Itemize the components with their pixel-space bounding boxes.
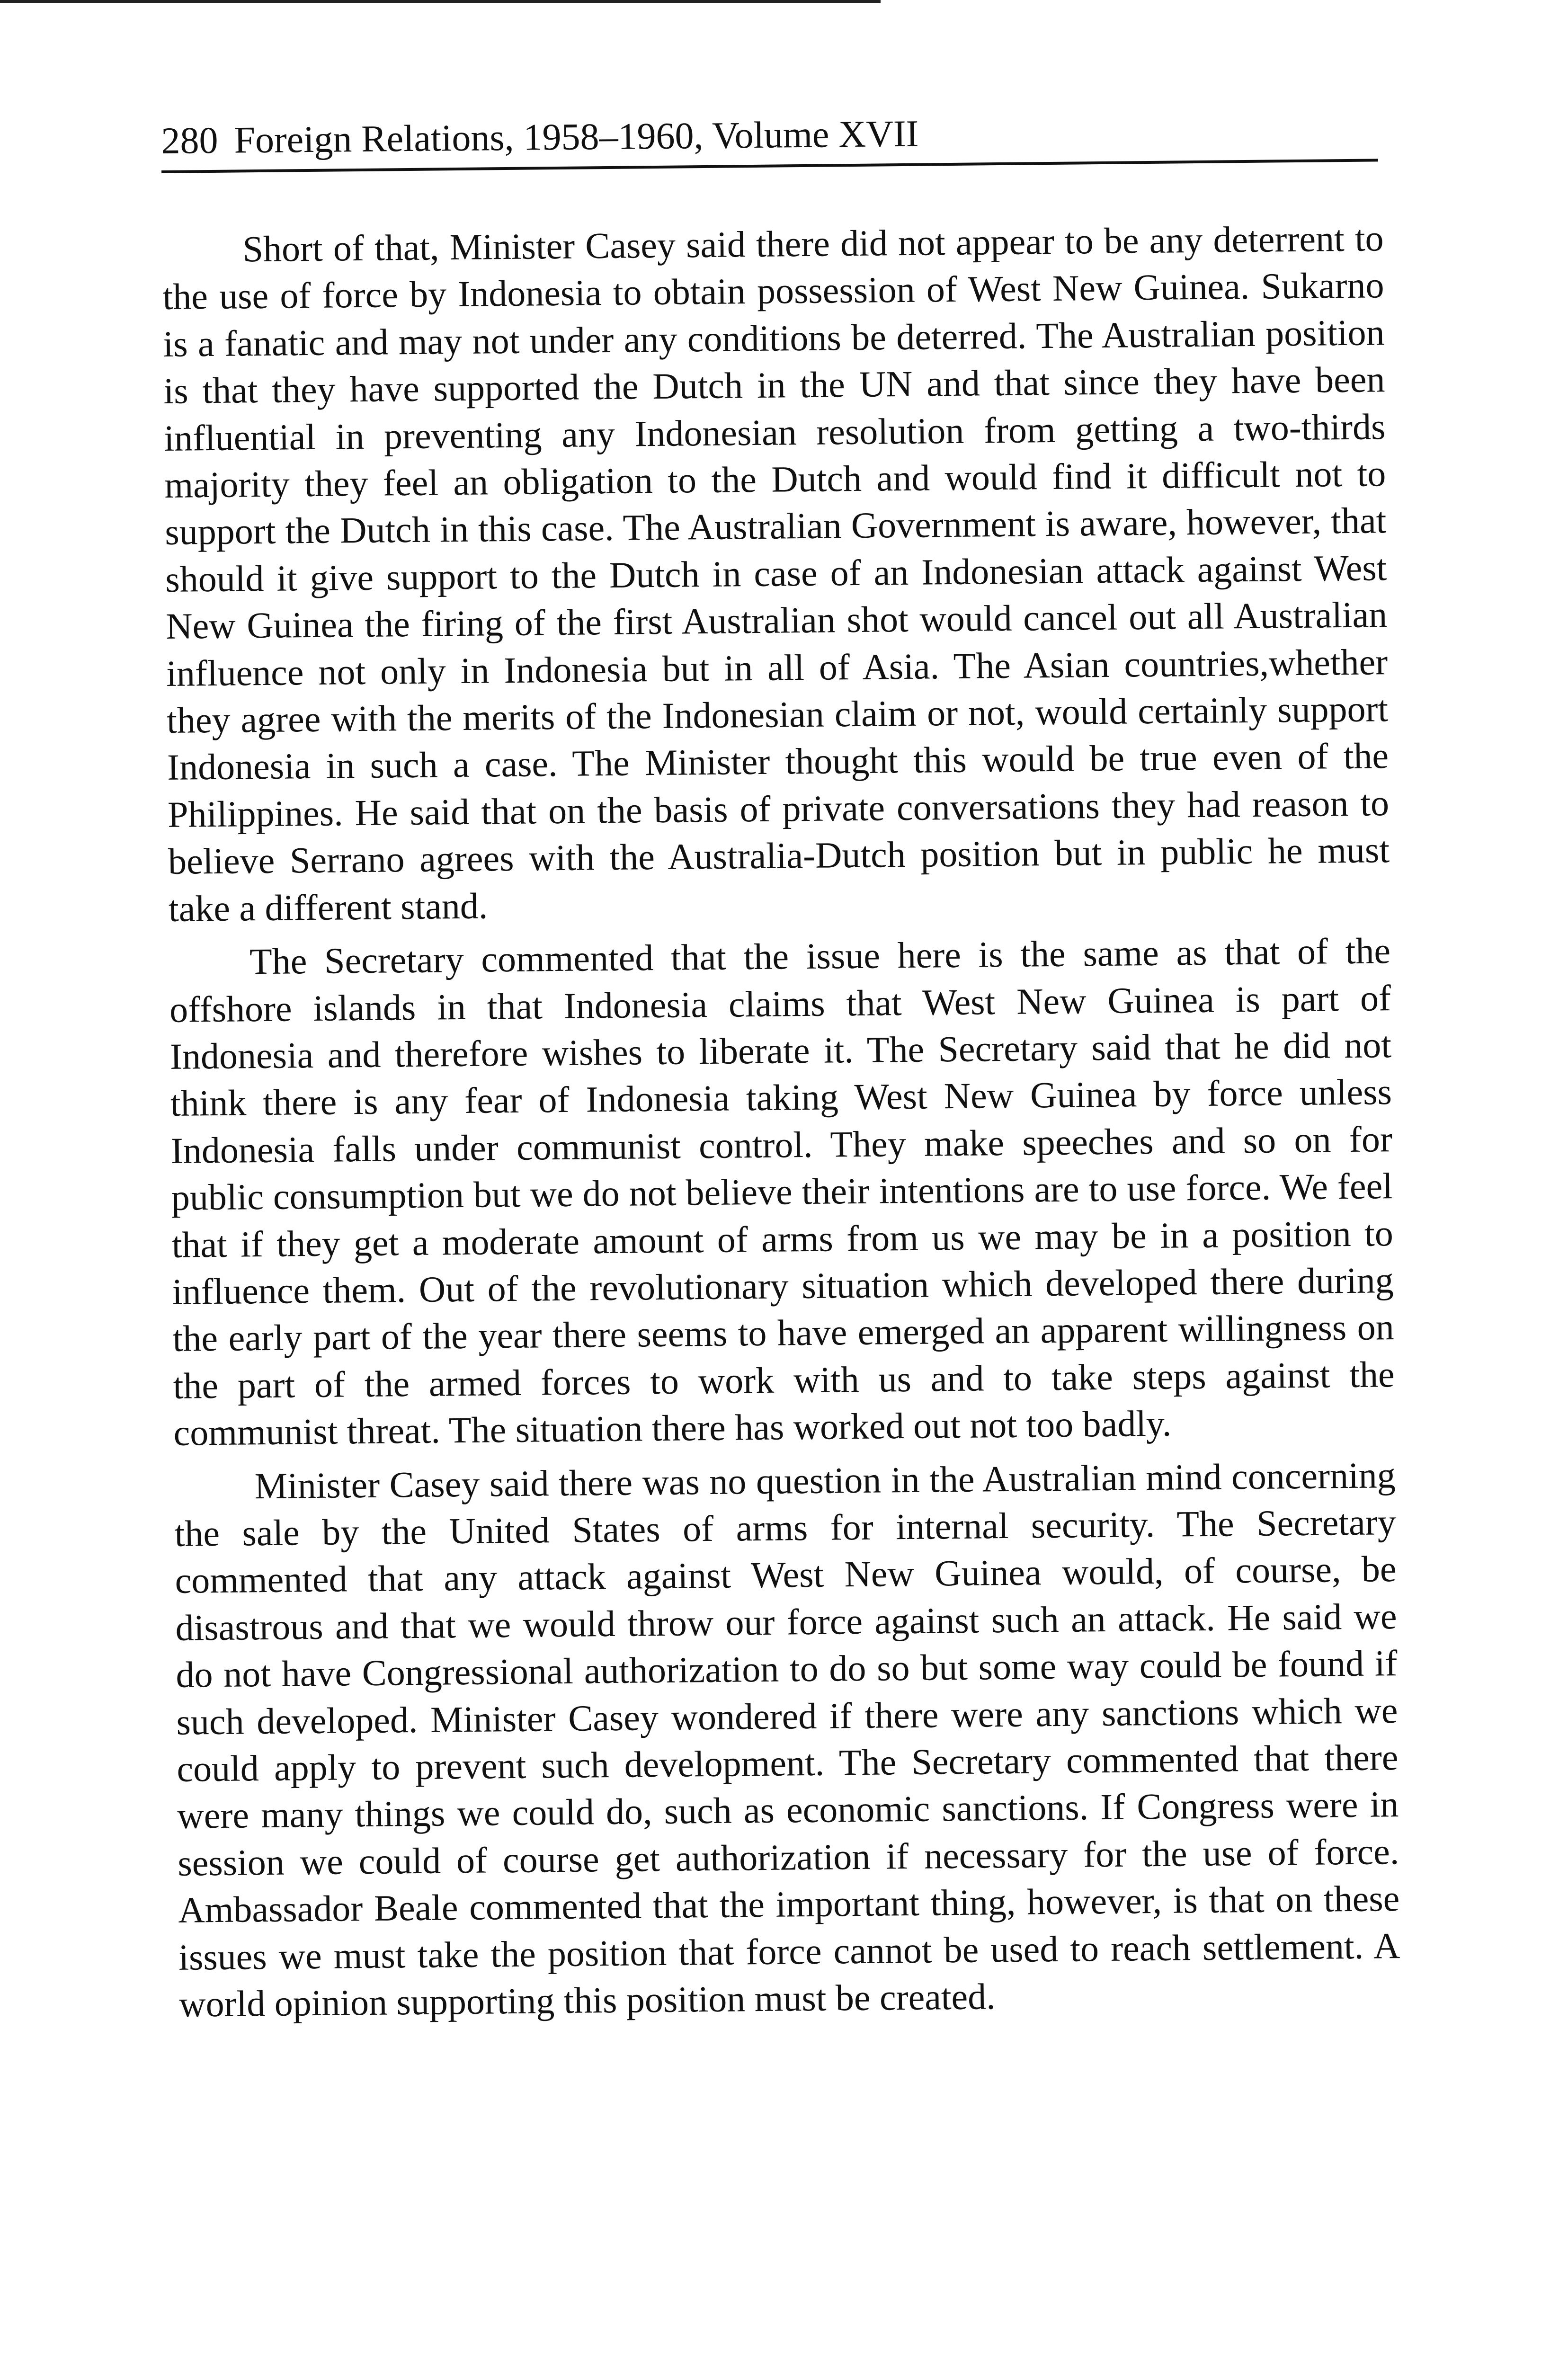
- page-number: 280: [161, 119, 218, 162]
- paragraph-casey-arms-sale: Minister Casey said there was no question in the Australian mind concerning the sale by the United States of arms for internal security. The Secretary commented that any attack against West New Guinea would, of course, be disastrous and that we would throw our force against such an attack. He said we do not have Congressional authorization to do so but some way could be found if such developed. Minister Casey wondered if there were any sanctions which we could apply to prevent such development. The Secretary commented that there were many things we could do, such as economic sanctions. If Congress were in session we could of course get authorization if necessary for the use of force. Ambassador Beale commented that the important thing, however, is that on these issues we must take the position that force cannot be used to reach settlement. A world opinion supporting this position must be created.: [174, 1454, 1400, 2025]
- paragraph-casey-deterrent: Short of that, Minister Casey said there did not appear to be any deterrent to the use of force by Indonesia to obtain possession of West New Guinea. Sukarno is a fanatic and may not under any conditions be deterred. The Australian position is that they have supported the Dutch in the UN and that since they have been influential in preventing any Indonesian resolution from getting a two-thirds majority they feel an obligation to the Dutch and would find it difficult not to support the Dutch in this case. The Australian Government is aware, however, that should it give support to the Dutch in case of an Indonesian attack against West New Guinea the firing of the first Australian shot would cancel out all Australian influence not only in Indonesia but in all of Asia. The Asian countries,whether they agree with the merits of the Indonesian claim or not, would certainly support Indonesia in such a case. The Minister thought this would be true even of the Philippines. He said that on the basis of private conversations they had reason to believe Serrano agrees with the Australia-Dutch position but in public he must take a different stand.: [162, 217, 1390, 929]
- paragraph-secretary-offshore-islands: The Secretary commented that the issue here is the same as that of the offshore islands in that Indonesia claims that West New Guinea is part of Indonesia and therefore wishes to liberate it. The Secretary said that he did not think there is any fear of Indonesia taking West New Guinea by force unless Indonesia falls under communist control. They make speeches and so on for public consumption but we do not believe their intentions are to use force. We feel that if they get a moderate amount of arms from us we may be in a position to influence them. Out of the revolutionary situation which developed there during the early part of the year there seems to have emerged an apparent willingness on the part of the armed forces to work with us and to take steps against the communist threat. The situation there has worked out not too badly.: [169, 930, 1395, 1454]
- body-text: [162, 214, 1400, 2028]
- scan-edge-line: [0, 0, 881, 3]
- document-page: [161, 107, 1406, 2028]
- running-head: [161, 107, 1378, 173]
- volume-title: Foreign Relations, 1958–1960, Volume XVII: [234, 113, 919, 161]
